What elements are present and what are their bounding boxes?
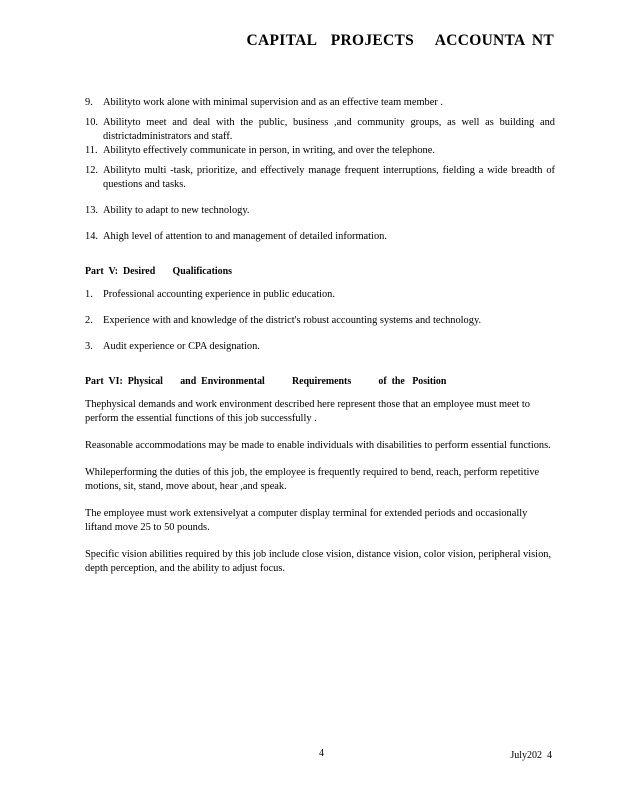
list-number: 12.: [85, 165, 98, 176]
paragraph: Thephysical demands and work environment described here represent those that an employee must meet to perform the essential functions of this job successfully .: [85, 399, 530, 424]
list-text: Abilityto effectively communicate in person, in writing, and over the telephone.: [103, 145, 435, 156]
paragraph: Reasonable accommodations may be made to enable individuals with disabilities to perform essential functions.: [85, 440, 551, 451]
document-body: [85, 96, 555, 589]
document-title: CAPITAL PROJECTS ACCOUNTA NT: [246, 32, 554, 49]
list-item: [85, 314, 555, 328]
list-text: Abilityto work alone with minimal supervision and as an effective team member .: [103, 97, 444, 108]
list-number: 2.: [85, 315, 93, 326]
paragraph: Specific vision abilities required by this job include close vision, distance vision, color vision, peripheral vision, depth perception, and the ability to adjust focus.: [85, 549, 552, 574]
list-text: Ability to adapt to new technology.: [103, 205, 250, 216]
section-heading-part-v: Part V: Desired Qualifications: [85, 265, 232, 277]
section-heading-part-vi: Part VI: Physical and Environmental Requirements of the Position: [85, 375, 447, 387]
list-item: [85, 340, 555, 354]
list-text: Abilityto meet and deal with the public, business ,and community groups, as well as building and districtadministrators and staff.: [103, 117, 555, 142]
list-item: [85, 204, 555, 218]
list-text: Abilityto multi -task, prioritize, and effectively manage frequent interruptions, fielding a wide breadth of questions and tasks.: [103, 165, 555, 190]
list-item: [85, 164, 555, 192]
page-number: 4: [319, 748, 324, 759]
list-number: 14.: [85, 231, 98, 242]
list-number: 10.: [85, 117, 98, 128]
paragraph: The employee must work extensivelyat a computer display terminal for extended periods and occasionally liftand move 25 to 50 pounds.: [85, 508, 528, 533]
list-number: 3.: [85, 341, 93, 352]
list-number: 1.: [85, 289, 93, 300]
list-text: Experience with and knowledge of the district's robust accounting systems and technology.: [103, 315, 482, 326]
paragraph: Whileperforming the duties of this job, the employee is frequently required to bend, reach, perform repetitive motions, sit, stand, move about, hear ,and speak.: [85, 467, 540, 492]
list-text: Ahigh level of attention to and management of detailed information.: [103, 231, 387, 242]
list-item: [85, 116, 555, 144]
list-item: [85, 288, 555, 302]
footer-date: July202 4: [510, 750, 552, 761]
list-number: 13.: [85, 205, 98, 216]
list-text: Professional accounting experience in public education.: [103, 289, 335, 300]
list-item: [85, 230, 555, 244]
list-text: Audit experience or CPA designation.: [103, 341, 260, 352]
list-item: [85, 144, 555, 158]
list-item: [85, 96, 555, 110]
list-number: 11.: [85, 145, 98, 156]
list-number: 9.: [85, 97, 93, 108]
